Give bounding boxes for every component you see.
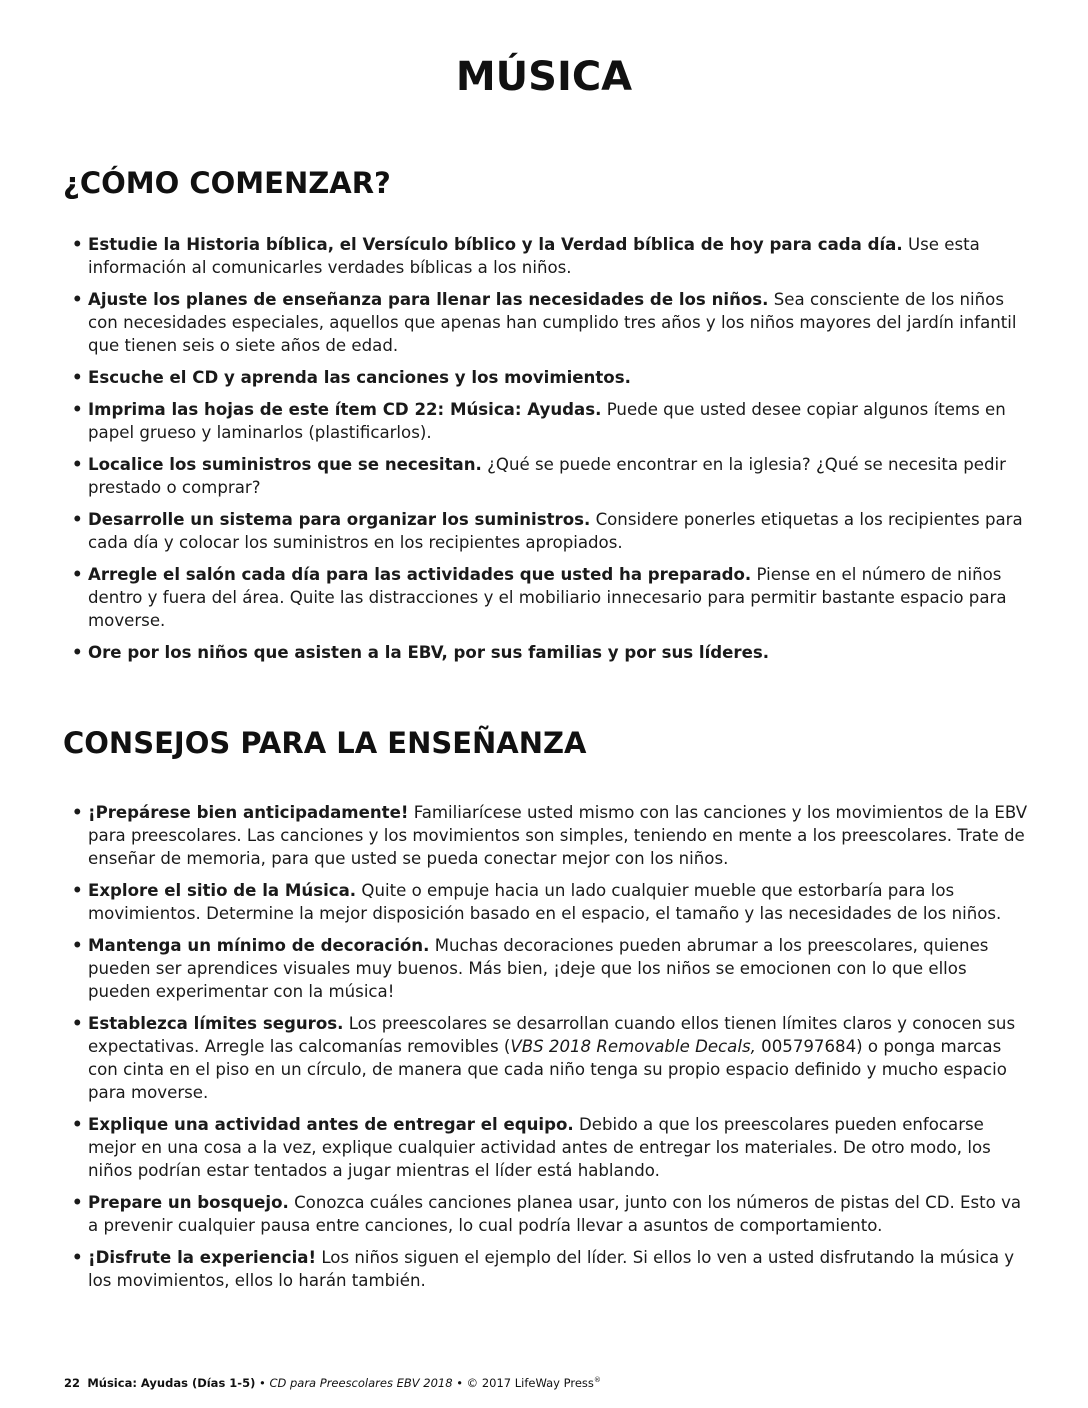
bullet-icon: • [72, 290, 83, 309]
list-item-text: Los preescolares se desarrollan cuando ellos tienen límites claros y conocen sus expectativas. Arregle las calcomanías removibles ( [88, 1014, 1016, 1056]
bullet-icon: • [72, 881, 83, 900]
list-item [71, 801, 1031, 870]
list-item-lead: Establezca límites seguros. [88, 1014, 344, 1033]
list-item-lead: Explore el sitio de la Música. [88, 881, 357, 900]
list-item-product-name: VBS 2018 Removable Decals, [510, 1037, 756, 1056]
bullet-icon: • [72, 936, 83, 955]
list-item [71, 508, 1031, 554]
bullet-icon: • [72, 1014, 83, 1033]
section-heading-como-comenzar: ¿CÓMO COMENZAR? [63, 166, 391, 200]
list-item-text: 005797684) o ponga marcas con cinta en el piso en un círculo, de manera que cada niño tenga su propio espacio definido y mucho espacio para moverse. [88, 1037, 1007, 1102]
list-item-lead: Imprima las hojas de este ítem CD 22: Música: Ayudas. [88, 400, 602, 419]
list-item-lead: Desarrolle un sistema para organizar los suministros. [88, 510, 591, 529]
list-item-text: Sea consciente de los niños con necesidades especiales, aquellos que apenas han cumplido tres años y los niños mayores del jardín infantil que tienen seis o siete años de edad. [88, 290, 1017, 355]
list-item-text: Puede que usted desee copiar algunos ítems en papel grueso y laminarlos (plastificarlos). [88, 400, 1006, 442]
footer-separator: • [255, 1376, 270, 1390]
list-item [71, 398, 1031, 444]
como-comenzar-list [71, 233, 1031, 673]
list-item-lead: Ajuste los planes de enseñanza para llenar las necesidades de los niños. [88, 290, 769, 309]
list-item [71, 1191, 1031, 1237]
footer-page-number: 22 [64, 1376, 81, 1390]
list-item-lead: Ore por los niños que asisten a la EBV, por sus familias y por sus líderes. [88, 643, 770, 662]
list-item-lead: Estudie la Historia bíblica, el Versículo bíblico y la Verdad bíblica de hoy para cada día. [88, 235, 903, 254]
bullet-icon: • [72, 400, 83, 419]
list-item-text: ¿Qué se puede encontrar en la iglesia? ¿Qué se necesita pedir prestado o comprar? [88, 455, 1006, 497]
list-item [71, 1113, 1031, 1182]
list-item-text: Debido a que los preescolares pueden enfocarse mejor en una cosa a la vez, explique cualquier actividad antes de entregar los materiales. De otro modo, los niños podrían estar tentados a jugar mientras el líder está hablando. [88, 1115, 991, 1180]
footer-separator: • [452, 1376, 467, 1390]
list-item-lead: Mantenga un mínimo de decoración. [88, 936, 430, 955]
list-item-lead: ¡Disfrute la experiencia! [88, 1248, 317, 1267]
list-item-lead: Explique una actividad antes de entregar el equipo. [88, 1115, 574, 1134]
list-item [71, 879, 1031, 925]
list-item [71, 641, 1031, 664]
list-item-text: Muchas decoraciones pueden abrumar a los preescolares, quienes pueden ser aprendices visuales muy buenos. Más bien, ¡deje que los niños se emocionen con lo que ellos pueden experimentar con la música! [88, 936, 989, 1001]
list-item-text: Piense en el número de niños dentro y fuera del área. Quite las distracciones y el mobiliario innecesario para permitir bastante espacio para moverse. [88, 565, 1007, 630]
bullet-icon: • [72, 1193, 83, 1212]
bullet-icon: • [72, 368, 83, 387]
list-item-lead: Prepare un bosquejo. [88, 1193, 289, 1212]
section-heading-consejos: CONSEJOS PARA LA ENSEÑANZA [63, 726, 587, 760]
list-item [71, 453, 1031, 499]
list-item-lead: ¡Prepárese bien anticipadamente! [88, 803, 409, 822]
bullet-icon: • [72, 803, 83, 822]
bullet-icon: • [72, 565, 83, 584]
list-item-text: Quite o empuje hacia un lado cualquier mueble que estorbaría para los movimientos. Determine la mejor disposición basado en el espacio, el tamaño y las necesidades de los niños. [88, 881, 1002, 923]
list-item [71, 934, 1031, 1003]
list-item-lead: Localice los suministros que se necesitan. [88, 455, 482, 474]
bullet-icon: • [72, 455, 83, 474]
page-title: MÚSICA [455, 54, 633, 100]
list-item [71, 1012, 1031, 1104]
bullet-icon: • [72, 510, 83, 529]
list-item-text: Considere ponerles etiquetas a los recipientes para cada día y colocar los suministros en los recipientes apropiados. [88, 510, 1023, 552]
list-item-lead: Escuche el CD y aprenda las canciones y los movimientos. [88, 368, 631, 387]
footer-doc-title: Música: Ayudas (Días 1-5) [87, 1376, 256, 1390]
footer-product: CD para Preescolares EBV 2018 [269, 1376, 453, 1390]
registered-mark: ® [593, 1376, 601, 1385]
list-item [71, 563, 1031, 632]
bullet-icon: • [72, 1115, 83, 1134]
bullet-icon: • [72, 1248, 83, 1267]
bullet-icon: • [72, 235, 83, 254]
list-item-lead: Arregle el salón cada día para las actividades que usted ha preparado. [88, 565, 752, 584]
list-item-text: Familiarícese usted mismo con las canciones y los movimientos de la EBV para preescolares. Las canciones y los movimientos son simples, teniendo en mente a los preescolares. Trate de enseñar de memoria, para que usted se pueda conectar mejor con los niños. [88, 803, 1028, 868]
list-item [71, 366, 1031, 389]
footer-copyright: © 2017 LifeWay Press [466, 1376, 594, 1390]
list-item [71, 1246, 1031, 1292]
page-footer [64, 1376, 601, 1390]
bullet-icon: • [72, 643, 83, 662]
list-item [71, 233, 1031, 279]
list-item [71, 288, 1031, 357]
consejos-list [71, 801, 1031, 1301]
list-item-text: Conozca cuáles canciones planea usar, junto con los números de pistas del CD. Esto va a prevenir cualquier pausa entre canciones, lo cual podría llevar a asuntos de comportamiento. [88, 1193, 1022, 1235]
list-item-text: Use esta información al comunicarles verdades bíblicas a los niños. [88, 235, 980, 277]
list-item-text: Los niños siguen el ejemplo del líder. Si ellos lo ven a usted disfrutando la música y los movimientos, ellos lo harán también. [88, 1248, 1015, 1290]
